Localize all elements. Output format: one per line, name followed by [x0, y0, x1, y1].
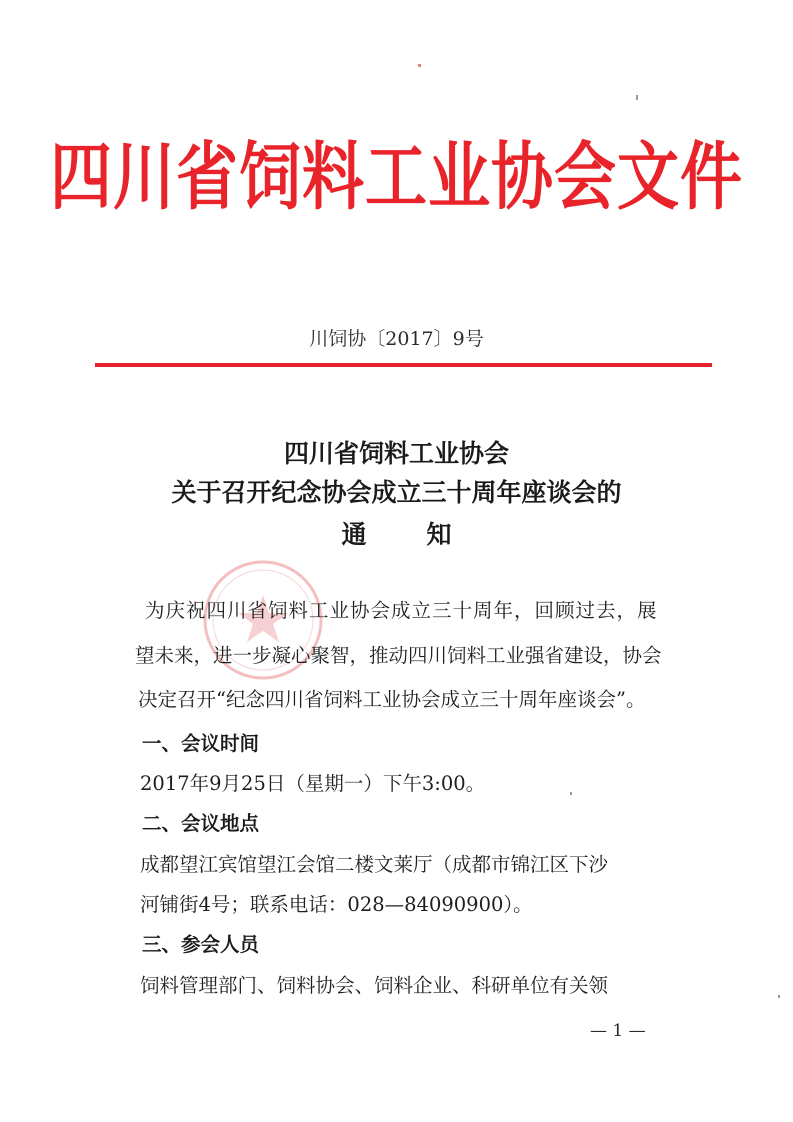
section-meeting-time-text: 2017年9月25日（星期一）下午3:00。 — [140, 772, 486, 795]
section-attendees-line1: 饲料管理部门、饲料协会、饲料企业、科研单位有关领 — [140, 974, 609, 997]
notice-heading-line3 — [0, 518, 793, 552]
scan-speck — [636, 95, 638, 100]
page-number: — 1 — — [590, 1021, 646, 1041]
document-number: 川饲协〔2017〕9号 — [309, 328, 484, 350]
red-divider-rule — [95, 363, 712, 367]
section-attendees-title: 三、参会人员 — [142, 933, 260, 956]
scan-speck — [418, 64, 421, 67]
masthead-title: 四川省饲料工业协会文件 — [49, 133, 743, 220]
scan-speck — [778, 995, 780, 998]
intro-paragraph-line2: 望未来，进一步凝心聚智，推动四川饲料工业强省建设，协会 — [135, 644, 662, 667]
notice-heading-char-1: 通 — [341, 520, 367, 549]
intro-paragraph-line1: 为庆祝四川省饲料工业协会成立三十周年，回顾过去，展 — [145, 599, 658, 622]
section-meeting-place-title: 二、会议地点 — [142, 812, 260, 835]
section-meeting-time-title: 一、会议时间 — [142, 732, 260, 755]
intro-paragraph-line3: 决定召开“纪念四川省饲料工业协会成立三十周年座谈会”。 — [138, 688, 646, 711]
section-meeting-place-line1: 成都望江宾馆望江会馆二楼文莱厅（成都市锦江区下沙 — [140, 853, 609, 876]
section-meeting-place-line2: 河铺街4号；联系电话：028—84090900）。 — [140, 893, 533, 916]
notice-heading-line1: 四川省饲料工业协会 — [283, 439, 509, 468]
scan-speck — [570, 792, 572, 795]
notice-heading-line2: 关于召开纪念协会成立三十周年座谈会的 — [171, 478, 622, 507]
notice-heading-char-2: 知 — [426, 520, 452, 549]
